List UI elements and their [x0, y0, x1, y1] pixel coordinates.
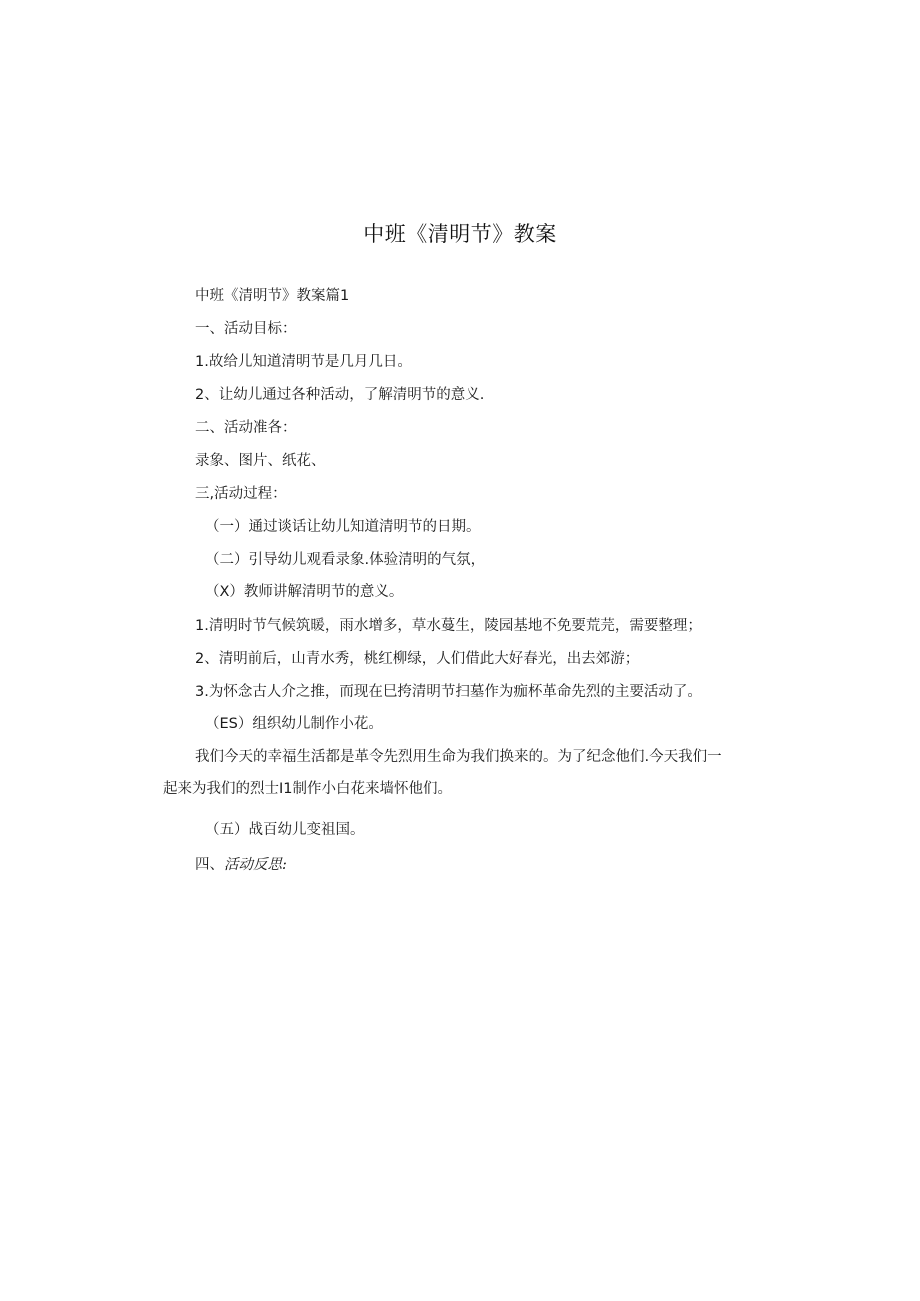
process-step-5: （五）战百幼儿变祖国。 — [205, 822, 365, 838]
document-title: 中班《清明节》教案 — [363, 222, 557, 246]
meaning-point-1: 1.清明时节气候筑暖，雨水增多，草水蔓生，陵园基地不免要荒芫，需要整理； — [195, 618, 702, 634]
process-step-1: （一）通过谈话让幼儿知道清明节的日期。 — [205, 519, 481, 535]
heading-reflection-prefix: 四、 — [195, 857, 224, 873]
paragraph-line-1: 我们今天的幸福生活都是革令先烈用生命为我们换来的。为了纪念他们.今天我们一 — [195, 749, 722, 765]
goal-item-1: 1.故给儿知道清明节是几月几日。 — [195, 354, 412, 370]
goal-item-2: 2、让幼儿通过各种活动，了解清明节的意义. — [195, 387, 485, 403]
heading-process: 三,活动过程： — [195, 486, 287, 502]
heading-reflection-text: 活动反思: — [224, 857, 287, 873]
process-step-3: （X）教师讲解清明节的意义。 — [205, 584, 404, 600]
heading-preparation: 二、活动准各： — [195, 420, 297, 436]
heading-reflection — [195, 855, 287, 875]
section-heading-part1: 中班《清明节》教案篇1 — [195, 288, 350, 304]
meaning-point-2: 2、清明前后，山青水秀，桃红柳绿，人们借此大好春光，出去郊游； — [195, 651, 640, 667]
preparation-materials: 录象、图片、纸花、 — [195, 453, 326, 469]
meaning-point-3: 3.为怀念古人介之推，而现在巳挎清明节扫墓作为痂杯革命先烈的主要活动了。 — [195, 684, 702, 700]
paragraph-line-2: 起来为我们的烈士I1制作小白花来墙怀他们。 — [163, 781, 452, 797]
process-step-2: （二）引导幼儿观看录象.体验清明的气氛， — [205, 552, 486, 568]
heading-goals: 一、活动目标： — [195, 321, 297, 337]
process-step-4: （ES）组织幼儿制作小花。 — [205, 716, 383, 732]
